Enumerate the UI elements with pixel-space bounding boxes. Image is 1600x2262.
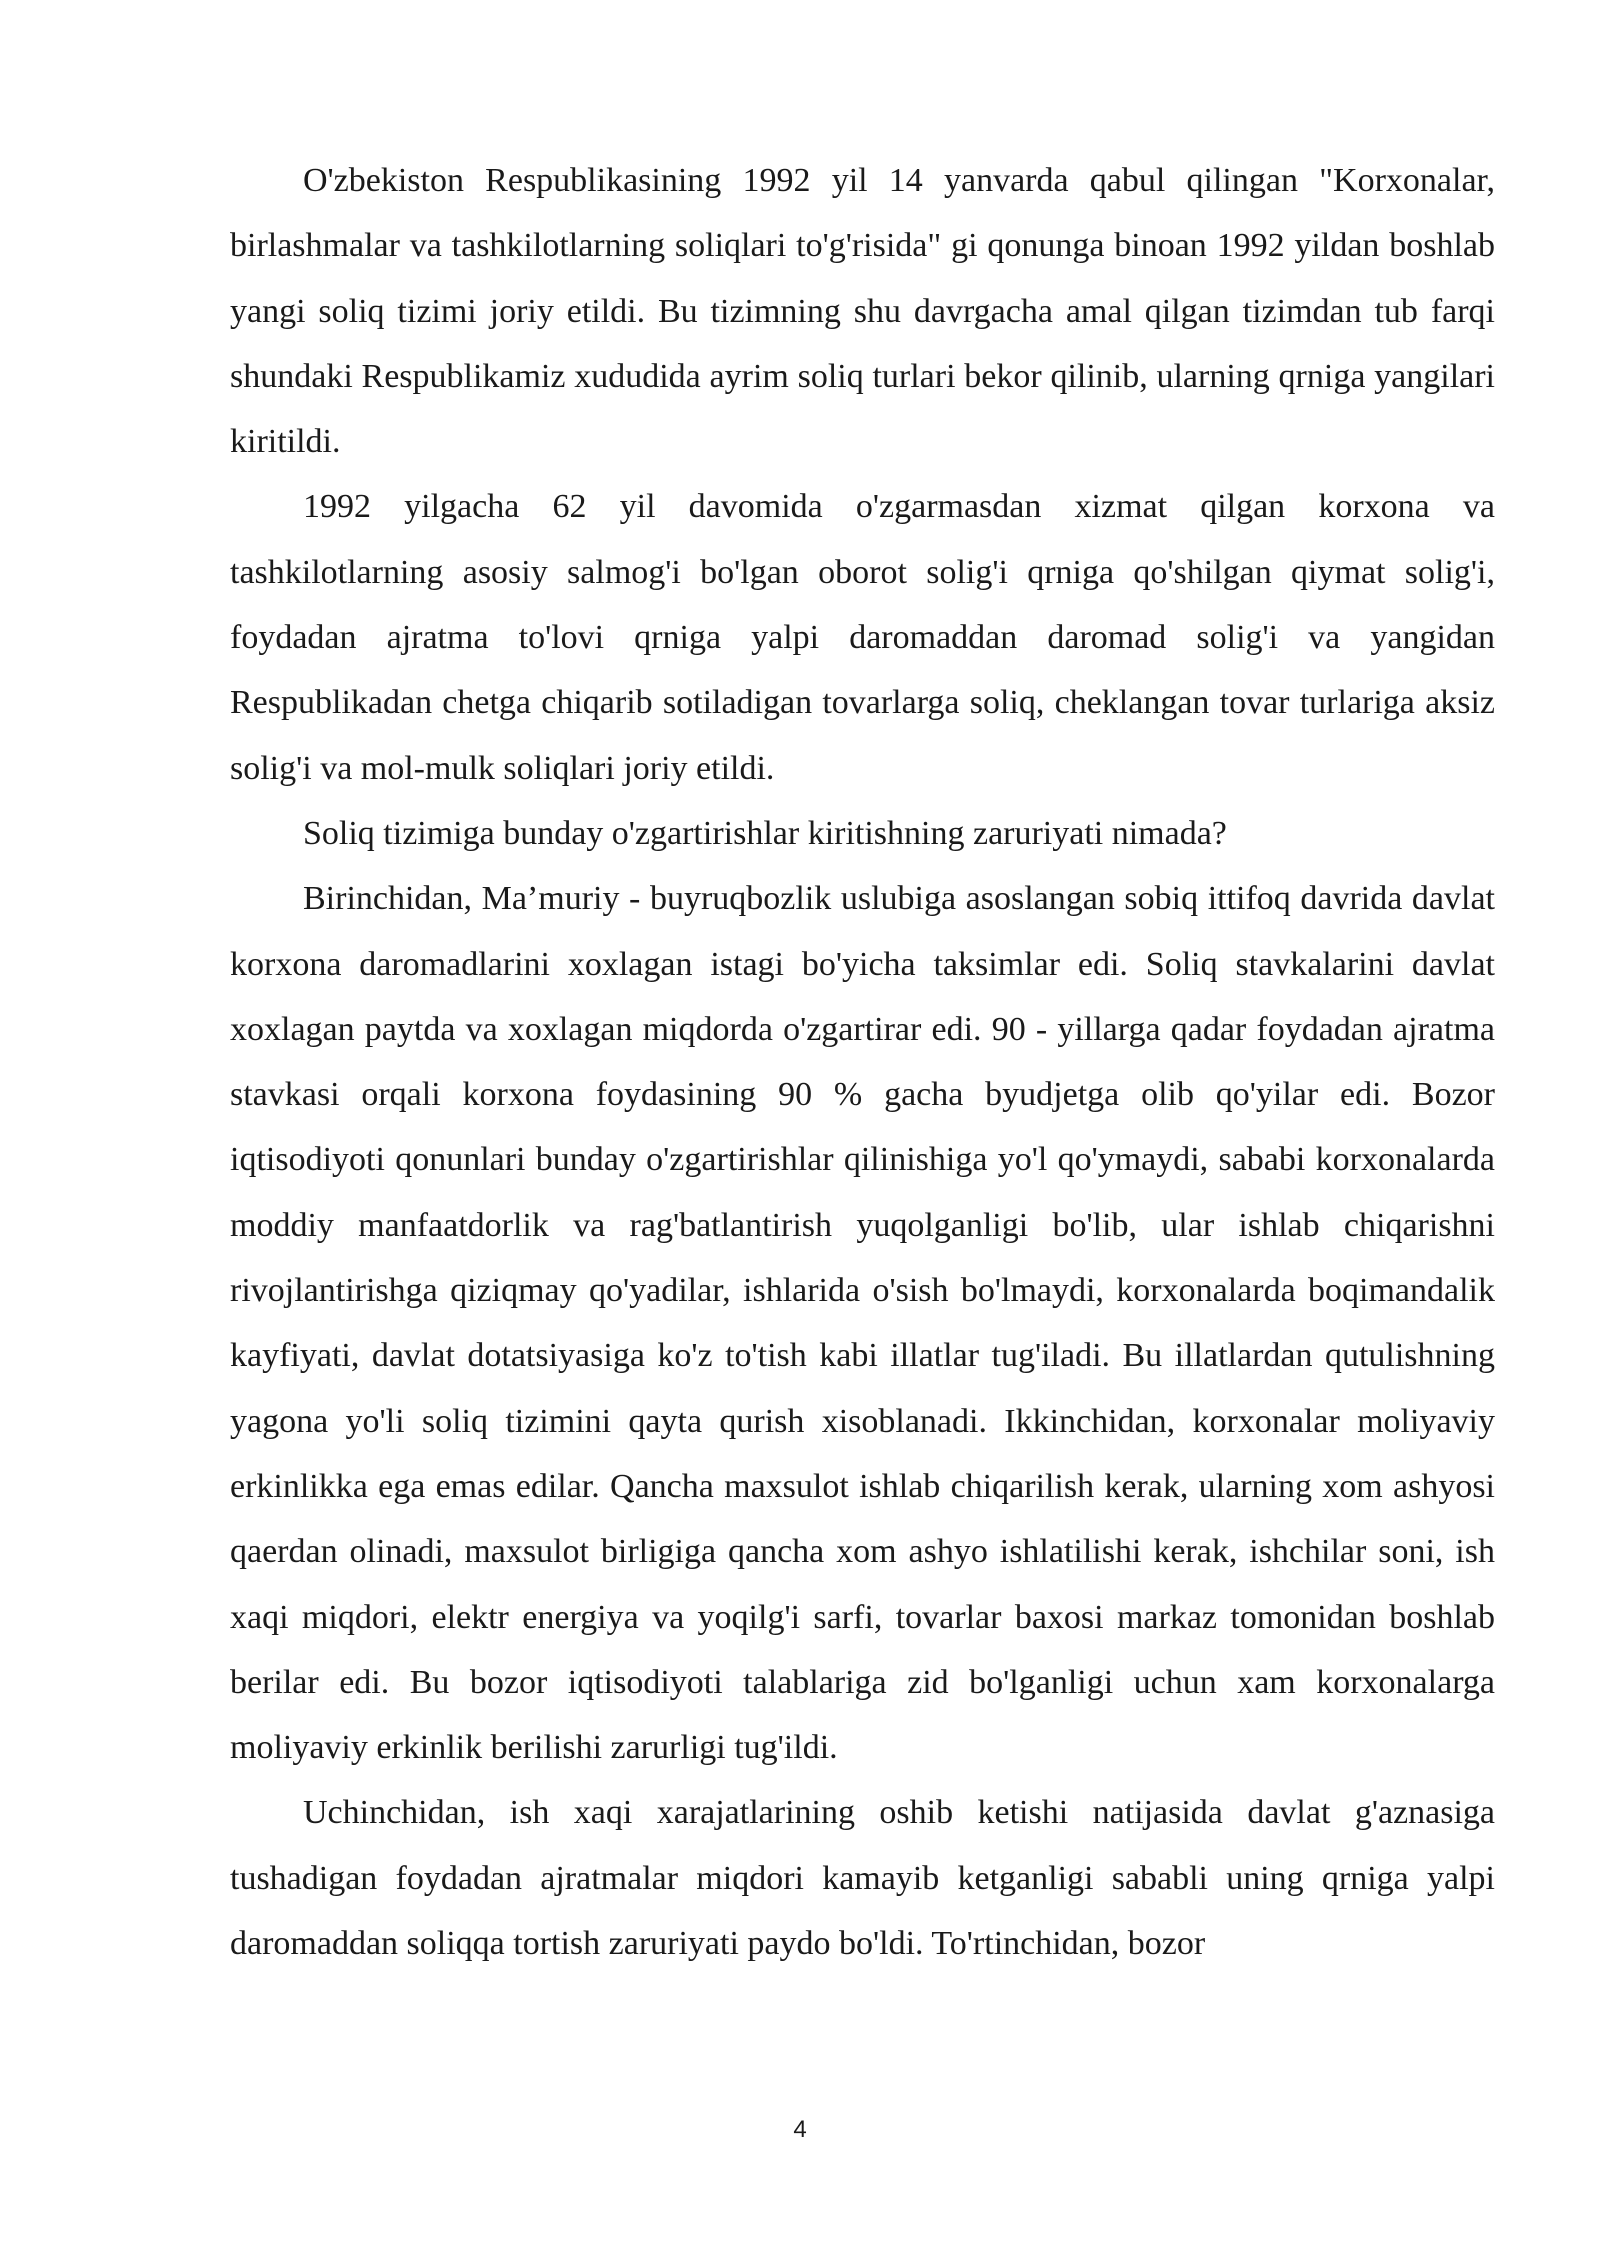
document-body (230, 148, 1495, 1976)
paragraph-2: 1992 yilgacha 62 yil davomida o'zgarmasdan xizmat qilgan korxona va tashkilotlarning asosiy salmog'i bo'lgan oborot solig'i qrniga qo'shilgan qiymat solig'i, foydadan ajratma to'lovi qrniga yalpi daromaddan daromad solig'i va yangidan Respublikadan chetga chiqarib sotiladigan tovarlarga soliq, cheklangan tovar turlariga aksiz solig'i va mol-mulk soliqlari joriy etildi. (230, 488, 1495, 787)
paragraph-1: O'zbekiston Respublikasining 1992 yil 14 yanvarda qabul qilingan "Korxonalar, birlashmalar va tashkilotlarning soliqlari to'g'risida" gi qonunga binoan 1992 yildan boshlab yangi soliq tizimi joriy etildi. Bu tizimning shu davrgacha amal qilgan tizimdan tub farqi shundaki Respublikamiz xududida ayrim soliq turlari bekor qilinib, ularning qrniga yangilari kiritildi. (230, 162, 1495, 461)
paragraph-4: Birinchidan, Ma’muriy - buyruqbozlik uslubiga asoslangan sobiq ittifoq davrida davlat korxona daromadlarini xoxlagan istagi bo'yicha taksimlar edi. Soliq stavkalarini davlat xoxlagan paytda va xoxlagan miqdorda o'zgartirar edi. 90 - yillarga qadar foydadan ajratma stavkasi orqali korxona foydasining 90 % gacha byudjetga olib qo'yilar edi. Bozor iqtisodiyoti qonunlari bunday o'zgartirishlar qilinishiga yo'l qo'ymaydi, sababi korxonalarda moddiy manfaatdorlik va rag'batlantirish yuqolganligi bo'lib, ular ishlab chiqarishni rivojlantirishga qiziqmay qo'yadilar, ishlarida o'sish bo'lmaydi, korxonalarda boqimandalik kayfiyati, davlat dotatsiyasiga ko'z to'tish kabi illatlar tug'iladi. Bu illatlardan qutulishning yagona yo'li soliq tizimini qayta qurish xisoblanadi. Ikkinchidan, korxonalar moliyaviy erkinlikka ega emas edilar. Qancha maxsulot ishlab chiqarilish kerak, ularning xom ashyosi qaerdan olinadi, maxsulot birligiga qancha xom ashyo ishlatilishi kerak, ishchilar soni, ish xaqi miqdori, elektr energiya va yoqilg'i sarfi, tovarlar baxosi markaz tomonidan boshlab berilar edi. Bu bozor iqtisodiyoti talablariga zid bo'lganligi uchun xam korxonalarga moliyaviy erkinlik berilishi zarurligi tug'ildi. (230, 880, 1495, 1767)
page-number: 4 (793, 2116, 807, 2143)
paragraph-3: Soliq tizimiga bunday o'zgartirishlar kiritishning zaruriyati nimada? (303, 814, 1227, 852)
paragraph-5: Uchinchidan, ish xaqi xarajatlarining oshib ketishi natijasida davlat g'aznasiga tushadigan foydadan ajratmalar miqdori kamayib ketganligi sababli uning qrniga yalpi daromaddan soliqqa tortish zaruriyati paydo bo'ldi. To'rtinchidan, bozor (230, 1794, 1495, 1963)
